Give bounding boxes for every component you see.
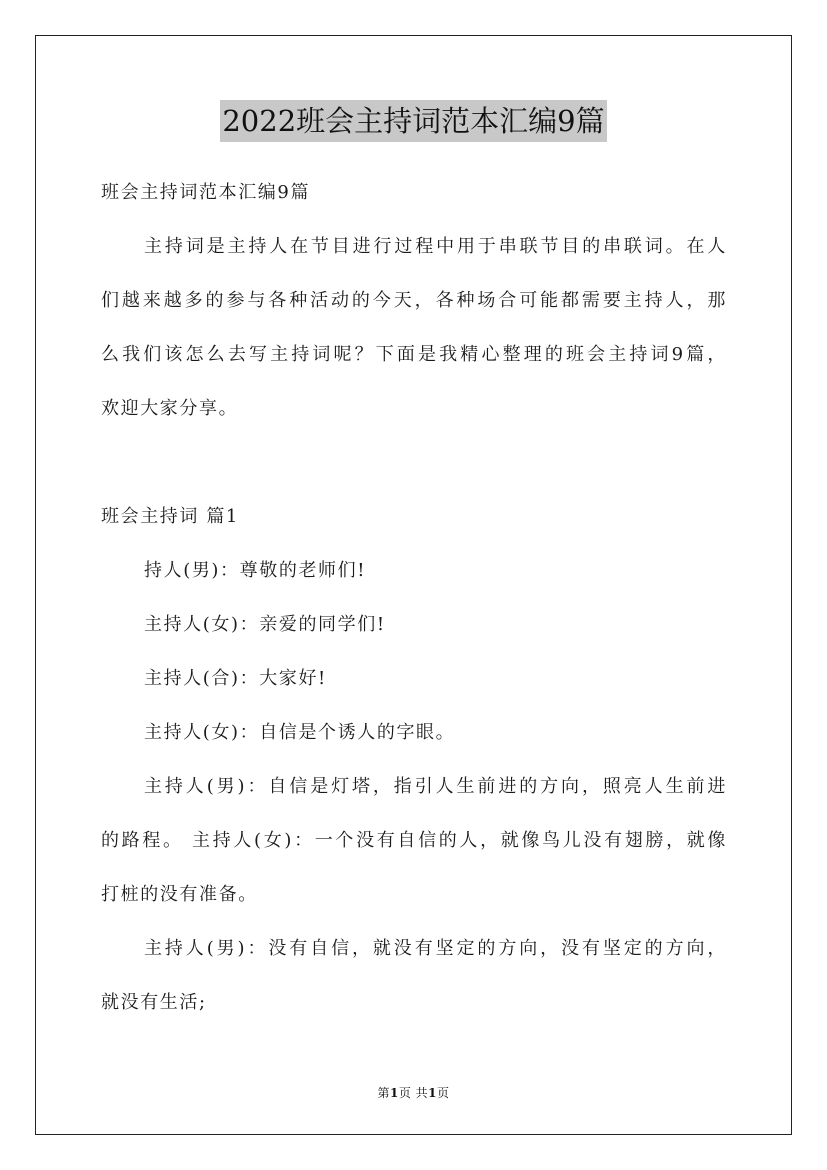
dialogue-line: 持人(男)：尊敬的老师们!	[144, 560, 367, 581]
section-heading: 班会主持词 篇1	[101, 506, 239, 527]
intro-line: 欢迎大家分享。	[101, 398, 239, 419]
page-total: 1	[428, 1086, 438, 1100]
subtitle: 班会主持词范本汇编9篇	[101, 182, 311, 203]
dialogue-line: 主持人(女)：自信是个诱人的字眼。	[144, 722, 456, 743]
intro-line: 么我们该怎么去写主持词呢？下面是我精心整理的班会主持词9篇，	[101, 344, 727, 365]
paragraph-gap	[101, 442, 727, 496]
intro-line: 们越来越多的参与各种活动的今天，各种场合可能都需要主持人，那	[101, 290, 727, 311]
page-footer	[0, 1084, 827, 1101]
page-current: 1	[389, 1086, 399, 1100]
dialogue-line: 主持人(男)：没有自信，就没有坚定的方向，没有坚定的方向，	[144, 938, 727, 959]
intro-line: 主持词是主持人在节目进行过程中用于串联节目的串联词。在人	[144, 236, 727, 257]
page-prefix: 第	[377, 1086, 390, 1100]
title-area	[0, 100, 827, 142]
page-suffix: 页	[437, 1086, 450, 1100]
dialogue-line: 打桩的没有准备。	[101, 884, 258, 905]
dialogue-line: 主持人(合)：大家好!	[144, 668, 327, 689]
dialogue-line: 主持人(女)：亲爱的同学们!	[144, 614, 386, 635]
document-title: 2022班会主持词范本汇编9篇	[220, 100, 606, 142]
dialogue-line: 主持人(男)：自信是灯塔，指引人生前进的方向，照亮人生前进	[144, 776, 727, 797]
dialogue-line: 的路程。 主持人(女)：一个没有自信的人，就像鸟儿没有翅膀，就像	[101, 830, 727, 851]
page-mid: 页 共	[398, 1086, 429, 1100]
document-body	[101, 172, 727, 1036]
dialogue-line: 就没有生活;	[101, 992, 207, 1013]
